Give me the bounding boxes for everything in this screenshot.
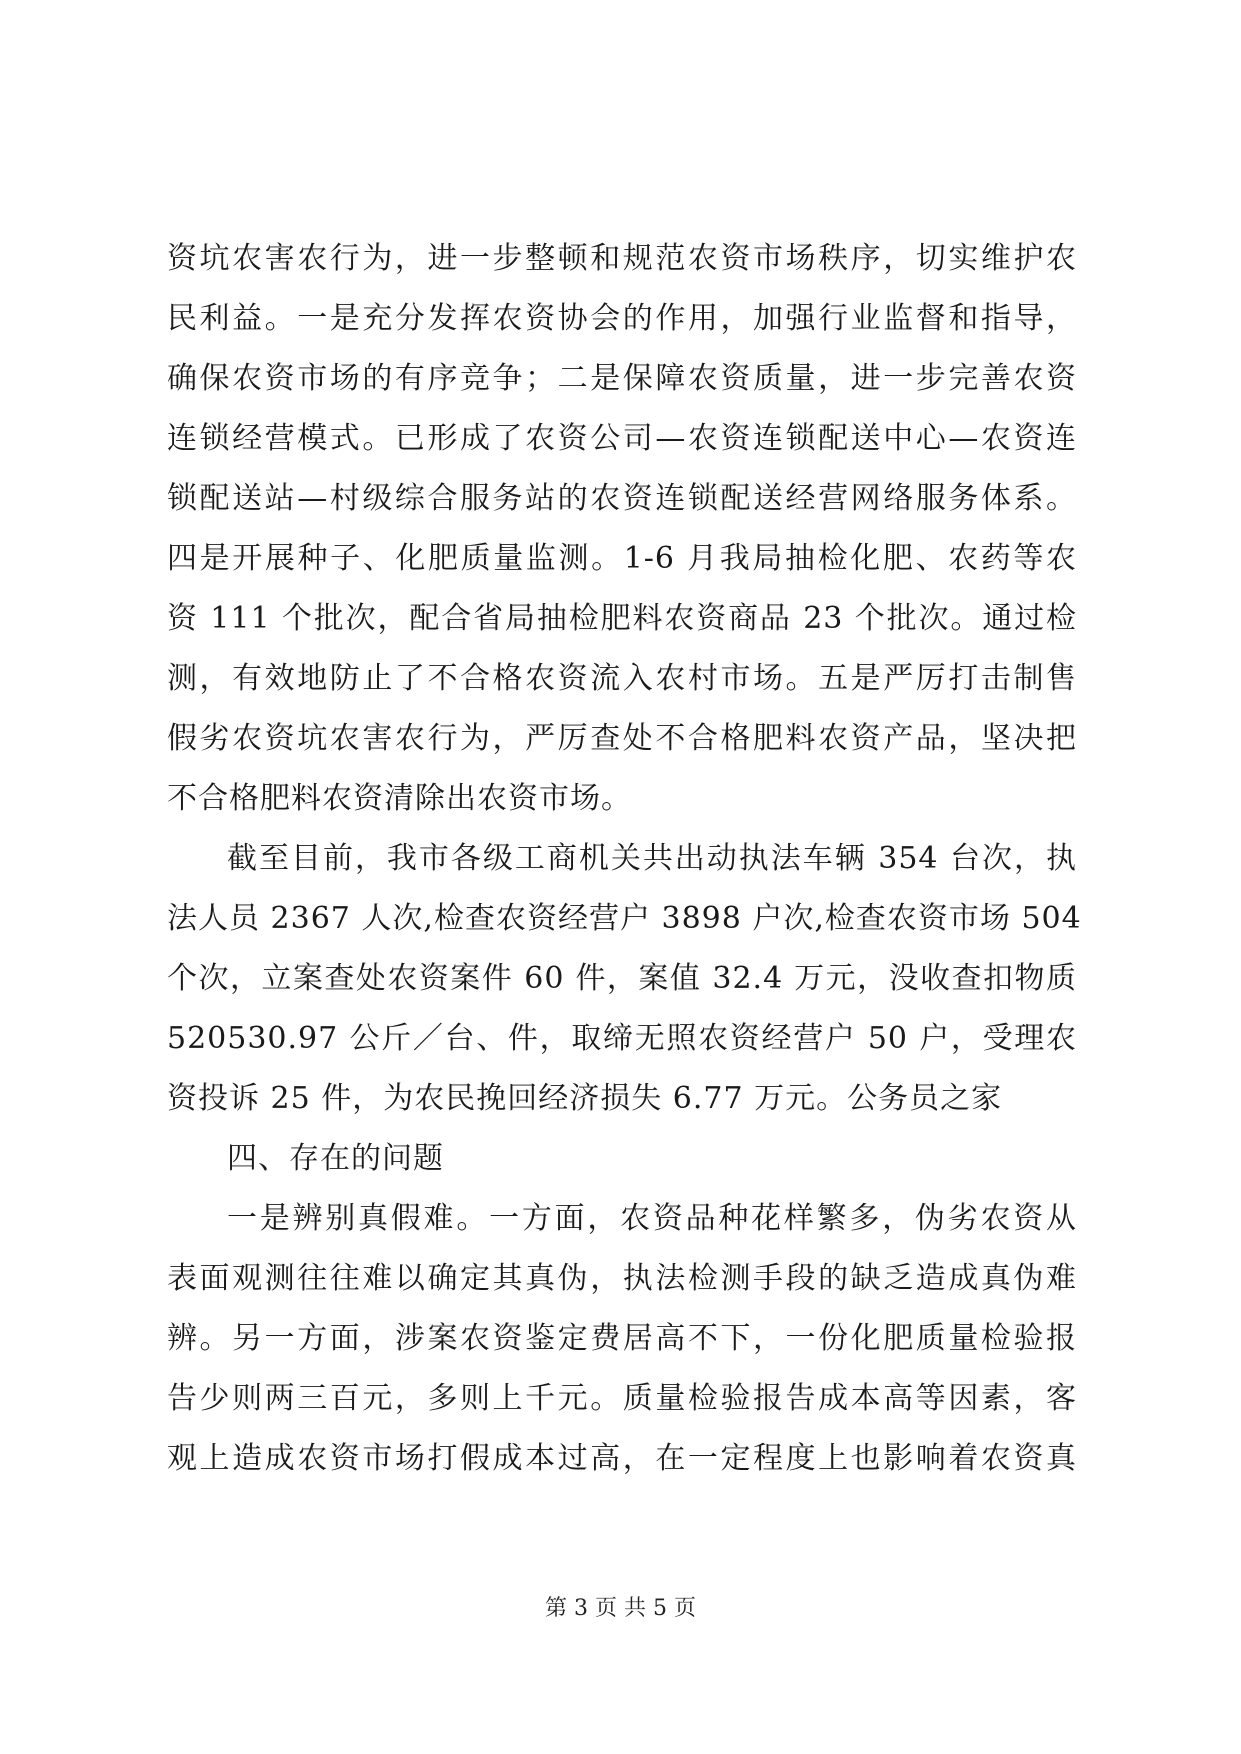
paragraph-line: 一是辨别真假难。一方面，农资品种花样繁多，伪劣农资从	[227, 1201, 1077, 1236]
paragraph-line: 表面观测往往难以确定其真伪，执法检测手段的缺乏造成真伪难	[167, 1261, 1077, 1296]
paragraph-line: 截至目前，我市各级工商机关共出动执法车辆 354 台次，执	[227, 841, 1077, 876]
text-line: 假劣农资坑农害农行为，严厉查处不合格肥料农资产品，坚决把	[167, 721, 1077, 756]
text-line: 资 111 个批次，配合省局抽检肥料农资商品 23 个批次。通过检	[167, 601, 1077, 636]
text-line: 连锁经营模式。已形成了农资公司—农资连锁配送中心—农资连	[167, 421, 1077, 456]
text-line: 民利益。一是充分发挥农资协会的作用，加强行业监督和指导，	[167, 301, 1077, 336]
paragraph-line: 个次，立案查处农资案件 60 件，案值 32.4 万元，没收查扣物质	[167, 961, 1077, 996]
text-line: 确保农资市场的有序竞争；二是保障农资质量，进一步完善农资	[167, 361, 1077, 396]
page-footer: 第 3 页 共 5 页	[545, 1596, 696, 1621]
section-heading: 四、存在的问题	[227, 1141, 444, 1176]
paragraph-line: 法人员 2367 人次,检查农资经营户 3898 户次,检查农资市场 504	[167, 901, 1082, 936]
paragraph-line: 520530.97 公斤／台、件，取缔无照农资经营户 50 户，受理农	[167, 1021, 1077, 1056]
paragraph-line: 告少则两三百元，多则上千元。质量检验报告成本高等因素，客	[167, 1381, 1077, 1416]
text-line: 锁配送站—村级综合服务站的农资连锁配送经营网络服务体系。	[167, 481, 1077, 516]
text-line: 资坑农害农行为，进一步整顿和规范农资市场秩序，切实维护农	[167, 241, 1077, 276]
text-line: 四是开展种子、化肥质量监测。1-6 月我局抽检化肥、农药等农	[167, 541, 1077, 576]
text-line: 不合格肥料农资清除出农资市场。	[167, 781, 632, 816]
document-body	[167, 229, 1082, 1489]
paragraph-line: 观上造成农资市场打假成本过高，在一定程度上也影响着农资真	[167, 1441, 1077, 1476]
paragraph-line: 辨。另一方面，涉案农资鉴定费居高不下，一份化肥质量检验报	[167, 1321, 1077, 1356]
text-line: 测，有效地防止了不合格农资流入农村市场。五是严厉打击制售	[167, 661, 1077, 696]
paragraph-line: 资投诉 25 件，为农民挽回经济损失 6.77 万元。公务员之家	[167, 1081, 1003, 1116]
